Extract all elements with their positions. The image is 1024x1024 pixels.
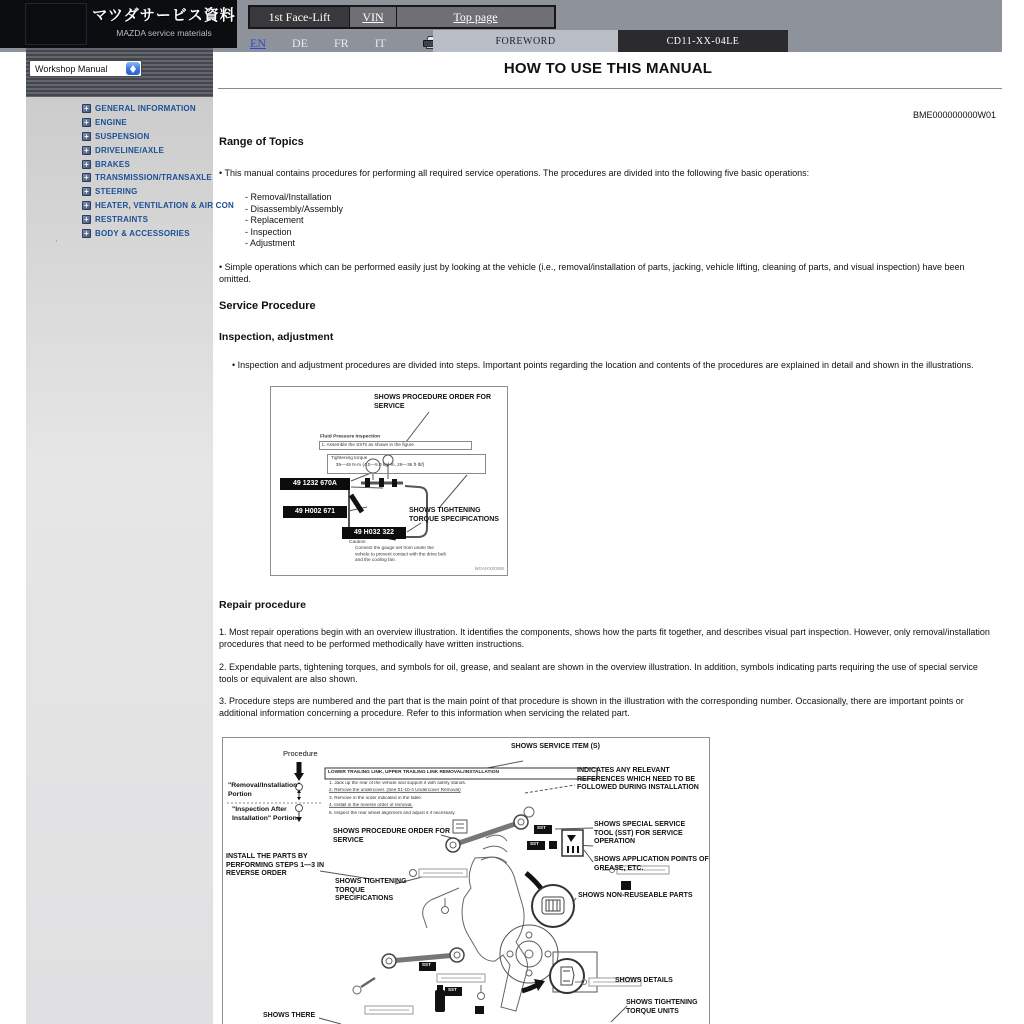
list-item: - Adjustment	[245, 238, 296, 248]
list-item: - Removal/Installation	[245, 192, 332, 202]
sidebar-item-transmission[interactable]: + TRANSMISSION/TRANSAXLE	[82, 171, 238, 185]
range-of-topics-heading: Range of Topics	[219, 136, 304, 148]
expand-plus-icon[interactable]	[82, 187, 91, 196]
repair-procedure-heading: Repair procedure	[219, 599, 306, 611]
expand-plus-icon[interactable]	[82, 132, 91, 141]
figure2-step: 1. Jack up the rear of the vehicle and support it with safety stands.	[329, 781, 467, 786]
top-nav	[248, 5, 556, 29]
sidebar-item-driveline-axle[interactable]: + DRIVELINE/AXLE	[82, 143, 238, 157]
lang-it[interactable]: IT	[374, 35, 387, 50]
sidebar-item-engine[interactable]: + ENGINE	[82, 116, 238, 130]
figure-step-title: Fluid Pressure Inspection	[320, 434, 381, 439]
sidebar-item-suspension[interactable]: + SUSPENSION	[82, 130, 238, 144]
language-row	[250, 34, 432, 52]
figure-watermark: WGAIXX0006E	[474, 567, 504, 572]
figure-step-box: 1. Assemble the SSTs as shown in the figure.	[319, 441, 472, 450]
callout-non-reusable: SHOWS NON-REUSEABLE PARTS	[578, 892, 693, 899]
portion-removal-label: "Removal/Installation" Portion	[228, 782, 301, 798]
inspection-figure	[270, 386, 508, 576]
sidebar-item-steering[interactable]: + STEERING	[82, 185, 238, 199]
mazda-logo-image	[25, 3, 87, 45]
torque-title: Tightening torque	[331, 455, 368, 461]
expand-plus-icon[interactable]	[82, 173, 91, 182]
callout-torque-spec: SHOWS TIGHTENING TORQUE SPECIFICATIONS	[335, 878, 407, 902]
callout-procedure-order: SHOWS PROCEDURE ORDER FOR SERVICE	[333, 828, 451, 844]
sidebar-item-brakes[interactable]: + BRAKES	[82, 157, 238, 171]
callout-service-item: SHOWS SERVICE ITEM (S)	[511, 743, 600, 750]
expand-plus-icon[interactable]	[82, 229, 91, 238]
sidebar	[26, 97, 234, 1024]
sst-part-number: 49 H002 671	[283, 506, 347, 518]
repair-item-2: 2. Expendable parts, tightening torques, and symbols for oil, grease, and sealant are shown in the overview illustration. In addition, symbols indicating parts requiring the use of special service tools or equivalent are also shown.	[219, 662, 978, 684]
list-item: - Inspection	[245, 226, 292, 237]
expand-plus-icon[interactable]	[82, 146, 91, 155]
range-intro-paragraph: • This manual contains procedures for performing all required service operations. The procedures are divided into the following five basic operations:	[219, 168, 810, 178]
figure2-step: 3. Remove in the order indicated in the table.	[329, 795, 423, 801]
lang-en[interactable]: EN	[250, 35, 266, 50]
document-code: BME000000000W01	[912, 110, 996, 120]
callout-torque-spec: SHOWS TIGHTENING TORQUE SPECIFICATIONS	[409, 507, 499, 523]
list-item: - Replacement	[245, 215, 304, 225]
expand-plus-icon[interactable]	[82, 104, 91, 113]
expand-plus-icon[interactable]	[82, 160, 91, 169]
sst-part-number: 49 1232 670A	[280, 478, 350, 490]
manual-select[interactable]	[29, 60, 142, 77]
section-tree	[82, 102, 238, 240]
callout-references: INDICATES ANY RELEVANT REFERENCES WHICH NEED TO BE FOLLOWED DURING INSTALLATION	[577, 767, 699, 791]
torque-value: 39—49 N·m {4.0—5.0 kgf·m, 29—36 ft·lbf}	[335, 462, 425, 468]
caution-text: Connect the gauge set from under the vehicle to prevent contact with the drive belt and the cooling fan.	[355, 546, 446, 563]
tab-top-page[interactable]: Top page	[453, 9, 498, 24]
range-note-paragraph: • Simple operations which can be performed easily just by looking at the vehicle (i.e., removal/installation of parts, jacking, vehicle lifting, cleaning of parts, and visual inspection) have been omitted.	[219, 262, 965, 284]
caution-title: Caution	[349, 540, 366, 545]
sst-chip-label: SST	[422, 963, 431, 968]
repair-item-1: 1. Most repair operations begin with an overview illustration. It identifies the components, shows how the parts fit together, and describes visual part inspection. However, only removal/installation procedures that need to be performed methodically have written instructions.	[219, 627, 990, 649]
procedure-label: Procedure	[283, 749, 318, 758]
tree-footnote: '	[56, 240, 58, 247]
sst-chip-label: SST	[530, 842, 539, 847]
callout-install-reverse: INSTALL THE PARTS BY PERFORMING STEPS 1—3 IN REVERSE ORDER	[226, 853, 325, 877]
logo-title: マツダサービス資料	[92, 7, 236, 24]
page-title: HOW TO USE THIS MANUAL	[503, 60, 713, 77]
figure2-step: 5. Inspect the rear wheel alignment and adjust it if necessary.	[329, 810, 456, 816]
callout-details: SHOWS DETAILS	[615, 977, 673, 984]
callout-procedure-order: SHOWS PROCEDURE ORDER FOR SERVICE	[374, 394, 492, 410]
logo-subtitle: MAZDA service materials	[116, 28, 212, 38]
sst-chip-label: SST	[448, 988, 457, 993]
list-item: - Disassembly/Assembly	[245, 203, 344, 214]
sst-part-number: 49 H032 322	[342, 527, 406, 539]
expand-plus-icon[interactable]	[82, 118, 91, 127]
torque-box	[327, 454, 486, 474]
portion-inspection-label: "Inspection After Installation" Portion	[232, 806, 297, 822]
sidebar-item-body-accessories[interactable]: + BODY & ACCESSORIES	[82, 226, 238, 240]
repair-overview-figure	[222, 737, 710, 1024]
figure2-title: LOWER TRAILING LINK, UPPER TRAILING LINK REMOVAL/INSTALLATION	[328, 770, 499, 775]
inspection-adjustment-heading: Inspection, adjustment	[219, 331, 334, 343]
tab-foreword[interactable]: FOREWORD	[433, 30, 618, 52]
sidebar-item-hvac[interactable]: + HEATER, VENTILATION & AIR CON	[82, 199, 238, 213]
expand-plus-icon[interactable]	[82, 215, 91, 224]
tab-1st-face-lift[interactable]: 1st Face-Lift	[250, 7, 350, 27]
callout-sst: SHOWS SPECIAL SERVICE TOOL (SST) FOR SERVICE OPERATION	[594, 821, 686, 845]
sidebar-item-restraints[interactable]: + RESTRAINTS	[82, 212, 238, 226]
expand-plus-icon[interactable]	[82, 201, 91, 210]
service-procedure-heading: Service Procedure	[219, 300, 316, 312]
callout-torque-units: SHOWS TIGHTENING TORQUE UNITS	[626, 999, 698, 1015]
callout-shows-there: SHOWS THERE	[263, 1012, 316, 1019]
tab-vin[interactable]: VIN	[350, 7, 397, 27]
figure2-step: 4. Install in the reverse order of removal.	[329, 803, 413, 808]
sidebar-item-general-information[interactable]: + GENERAL INFORMATION	[82, 102, 238, 116]
title-divider	[218, 88, 1002, 89]
tab-manual-code[interactable]: CD11-XX-04LE	[618, 30, 788, 52]
figure2-step: 2. Remove the undercover. (See 01-10-4 Undercover Removal)	[329, 788, 461, 794]
manual-select-value: Workshop Manual	[35, 63, 108, 74]
lang-de[interactable]: DE	[292, 35, 308, 50]
callout-grease: SHOWS APPLICATION POINTS OF GREASE, ETC.	[594, 856, 709, 872]
sst-chip-label: SST	[537, 826, 546, 831]
select-stepper-icon[interactable]	[126, 62, 140, 75]
mazda-logo[interactable]	[0, 0, 237, 48]
repair-item-3: 3. Procedure steps are numbered and the part that is the main point of that procedure is shown in the illustration with the corresponding number. Occasionally, there are important points or additional information concerning a procedure. Refer to this information when servicing the related part.	[219, 696, 964, 718]
lang-fr[interactable]: FR	[334, 35, 349, 50]
inspection-paragraph: • Inspection and adjustment procedures are divided into steps. Important points regarding the location and contents of the procedures are explained in detail and shown in the illustrations.	[232, 360, 974, 370]
basic-operations-list	[245, 192, 343, 250]
